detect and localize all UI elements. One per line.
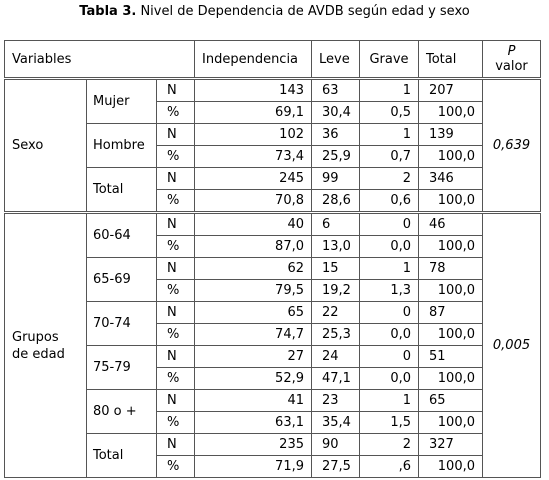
- cell-leve: 22: [312, 302, 360, 324]
- cell-leve: 90: [312, 434, 360, 456]
- cell-total: 207: [419, 79, 483, 102]
- group-label-line2: de edad: [12, 346, 65, 362]
- cell-grave: 1,3: [360, 280, 419, 302]
- cell-leve: 24: [312, 346, 360, 368]
- cell-leve: 6: [312, 213, 360, 236]
- p-value: 0,639: [483, 79, 541, 213]
- cell-total: 100,0: [419, 412, 483, 434]
- cell-grave: 1: [360, 258, 419, 280]
- subgroup-label: 60-64: [87, 213, 157, 258]
- header-total: Total: [419, 41, 483, 79]
- cell-leve: 63: [312, 79, 360, 102]
- cell-total: 100,0: [419, 324, 483, 346]
- metric-label: N: [157, 390, 195, 412]
- metric-label: %: [157, 412, 195, 434]
- cell-leve: 30,4: [312, 102, 360, 124]
- metric-label: %: [157, 368, 195, 390]
- header-variables: Variables: [5, 41, 195, 79]
- cell-total: 327: [419, 434, 483, 456]
- cell-independencia: 235: [195, 434, 312, 456]
- group-label-line1: Grupos: [12, 329, 59, 345]
- cell-total: 139: [419, 124, 483, 146]
- metric-label: %: [157, 280, 195, 302]
- metric-label: N: [157, 434, 195, 456]
- cell-independencia: 63,1: [195, 412, 312, 434]
- metric-label: %: [157, 190, 195, 213]
- cell-independencia: 73,4: [195, 146, 312, 168]
- cell-independencia: 74,7: [195, 324, 312, 346]
- cell-leve: 35,4: [312, 412, 360, 434]
- cell-independencia: 40: [195, 213, 312, 236]
- metric-label: %: [157, 324, 195, 346]
- cell-independencia: 70,8: [195, 190, 312, 213]
- cell-total: 87: [419, 302, 483, 324]
- cell-grave: 0: [360, 213, 419, 236]
- cell-independencia: 245: [195, 168, 312, 190]
- cell-leve: 27,5: [312, 456, 360, 478]
- cell-leve: 19,2: [312, 280, 360, 302]
- cell-grave: ,6: [360, 456, 419, 478]
- metric-label: N: [157, 124, 195, 146]
- cell-total: 100,0: [419, 102, 483, 124]
- cell-grave: 0,0: [360, 324, 419, 346]
- cell-leve: 25,3: [312, 324, 360, 346]
- cell-leve: 23: [312, 390, 360, 412]
- subgroup-label: 80 o +: [87, 390, 157, 434]
- header-leve: Leve: [312, 41, 360, 79]
- cell-grave: 2: [360, 434, 419, 456]
- cell-independencia: 27: [195, 346, 312, 368]
- metric-label: %: [157, 456, 195, 478]
- metric-label: %: [157, 236, 195, 258]
- cell-grave: 1: [360, 79, 419, 102]
- cell-grave: 1: [360, 124, 419, 146]
- header-valor: valor: [495, 59, 528, 74]
- metric-label: %: [157, 146, 195, 168]
- subgroup-label: Total: [87, 434, 157, 478]
- metric-label: N: [157, 346, 195, 368]
- cell-grave: 0,5: [360, 102, 419, 124]
- cell-total: 46: [419, 213, 483, 236]
- cell-total: 51: [419, 346, 483, 368]
- cell-leve: 15: [312, 258, 360, 280]
- cell-grave: 0,0: [360, 236, 419, 258]
- cell-independencia: 52,9: [195, 368, 312, 390]
- cell-independencia: 87,0: [195, 236, 312, 258]
- caption-label: Tabla 3.: [79, 4, 137, 19]
- cell-independencia: 62: [195, 258, 312, 280]
- cell-independencia: 79,5: [195, 280, 312, 302]
- subgroup-label: 75-79: [87, 346, 157, 390]
- caption-text: Nivel de Dependencia de AVDB según edad y sexo: [140, 4, 470, 19]
- subgroup-label: 65-69: [87, 258, 157, 302]
- cell-leve: 36: [312, 124, 360, 146]
- header-p-valor: [483, 41, 541, 79]
- header-grave: Grave: [360, 41, 419, 79]
- cell-total: 100,0: [419, 190, 483, 213]
- metric-label: N: [157, 302, 195, 324]
- header-independencia: Independencia: [195, 41, 312, 79]
- cell-independencia: 69,1: [195, 102, 312, 124]
- cell-total: 100,0: [419, 280, 483, 302]
- cell-leve: 28,6: [312, 190, 360, 213]
- subgroup-label: Mujer: [87, 79, 157, 124]
- subgroup-label: Total: [87, 168, 157, 213]
- cell-independencia: 71,9: [195, 456, 312, 478]
- table-row: [5, 213, 541, 236]
- cell-grave: 0: [360, 346, 419, 368]
- cell-grave: 0,7: [360, 146, 419, 168]
- cell-total: 78: [419, 258, 483, 280]
- header-row: [5, 41, 541, 79]
- cell-total: 346: [419, 168, 483, 190]
- cell-independencia: 65: [195, 302, 312, 324]
- cell-grave: 1: [360, 390, 419, 412]
- cell-total: 65: [419, 390, 483, 412]
- subgroup-label: 70-74: [87, 302, 157, 346]
- group-label: Sexo: [5, 79, 87, 213]
- cell-leve: 25,9: [312, 146, 360, 168]
- cell-independencia: 102: [195, 124, 312, 146]
- cell-total: 100,0: [419, 368, 483, 390]
- cell-leve: 13,0: [312, 236, 360, 258]
- cell-leve: 99: [312, 168, 360, 190]
- cell-grave: 1,5: [360, 412, 419, 434]
- subgroup-label: Hombre: [87, 124, 157, 168]
- metric-label: N: [157, 258, 195, 280]
- cell-total: 100,0: [419, 146, 483, 168]
- cell-independencia: 143: [195, 79, 312, 102]
- metric-label: %: [157, 102, 195, 124]
- cell-total: 100,0: [419, 456, 483, 478]
- metric-label: N: [157, 168, 195, 190]
- cell-leve: 47,1: [312, 368, 360, 390]
- cell-grave: 0,0: [360, 368, 419, 390]
- metric-label: N: [157, 79, 195, 102]
- cell-grave: 0,6: [360, 190, 419, 213]
- dependency-table: [4, 40, 541, 478]
- table-caption: [0, 4, 549, 20]
- p-value: 0,005: [483, 213, 541, 478]
- cell-independencia: 41: [195, 390, 312, 412]
- header-p: P: [507, 44, 516, 59]
- cell-total: 100,0: [419, 236, 483, 258]
- cell-grave: 0: [360, 302, 419, 324]
- cell-grave: 2: [360, 168, 419, 190]
- metric-label: N: [157, 213, 195, 236]
- table-row: [5, 79, 541, 102]
- group-label: [5, 213, 87, 478]
